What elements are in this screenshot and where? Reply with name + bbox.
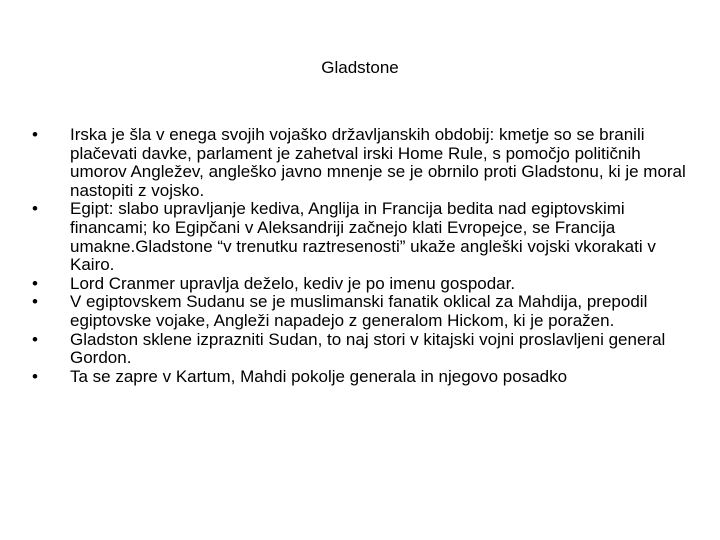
bullet-dot-icon: •	[32, 199, 38, 219]
bullet-text: Irska je šla v enega svojih vojaško državljanskih obdobij: kmetje so se branili plačevati davke, parlament je zahetval irski Home Rule, s pomočjo političnih umorov Angležev, angleško javno mnenje se je obrnilo proti Gladstonu, ki je moral nastopiti z vojsko.	[70, 125, 686, 200]
bullet-dot-icon: •	[32, 273, 38, 293]
bullet-text: Gladston sklene izprazniti Sudan, to naj stori v kitajski vojni proslavljeni general Gordon.	[70, 329, 666, 368]
bullet-dot-icon: •	[32, 366, 38, 386]
bullet-text: Ta se zapre v Kartum, Mahdi pokolje generala in njegovo posadko	[70, 366, 568, 386]
bullet-text: V egiptovskem Sudanu se je muslimanski fanatik oklical za Mahdija, prepodil egiptovske vojake, Angleži napadejo z generalom Hickom, ki je poražen.	[70, 292, 648, 330]
bullet-dot-icon: •	[32, 329, 38, 349]
bullet-item-egipt	[28, 200, 696, 274]
bullet-text: Lord Cranmer upravlja deželo, kediv je po imenu gospodar.	[70, 273, 516, 293]
bullet-item-cranmer	[28, 275, 696, 294]
bullet-dot-icon: •	[32, 292, 38, 312]
bullet-item-kartum	[28, 368, 696, 387]
bullet-text: Egipt: slabo upravljanje kediva, Anglija in Francija bedita nad egiptovskimi financami; ko Egipčani v Aleksandriji začnejo klati Evropejce, se Francija umakne.Gladstone “v trenutku raztresenosti” ukaže angleški vojski vkorakati v Kairo.	[70, 199, 656, 275]
slide-title: Gladstone	[321, 58, 399, 77]
bullet-list	[28, 126, 696, 386]
bullet-item-irska	[28, 126, 696, 200]
bullet-item-sudan	[28, 293, 696, 330]
bullet-dot-icon: •	[32, 125, 38, 144]
bullet-item-gordon	[28, 331, 696, 368]
